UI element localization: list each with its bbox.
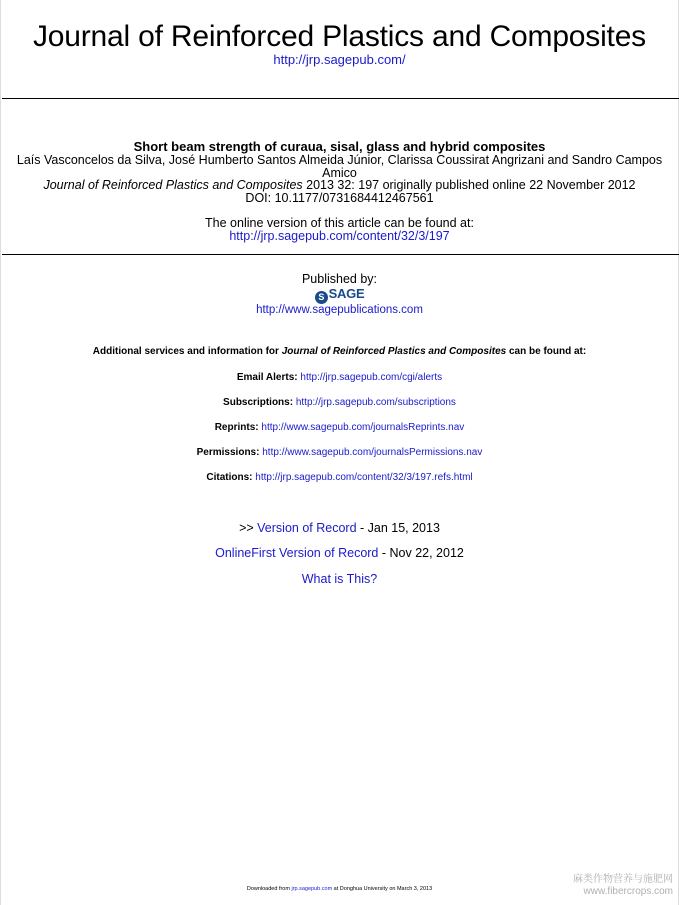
version-of-record-link[interactable]: Version of Record — [257, 521, 357, 535]
service-permissions — [0, 447, 679, 458]
online-first-row — [0, 546, 679, 560]
service-label: Citations: — [206, 472, 253, 483]
watermark-line2: www.fibercrops.com — [583, 886, 673, 897]
footer-prefix: Downloaded from — [246, 886, 292, 892]
services-intro-prefix: Additional services and information for — [92, 346, 282, 357]
citation-details: 2013 32: 197 originally published online 22 November 2012 — [302, 178, 636, 192]
article-citation — [0, 178, 679, 192]
article-doi: DOI: 10.1177/0731684412467561 — [245, 191, 434, 205]
service-citations — [0, 472, 679, 483]
site-watermark — [573, 874, 673, 898]
what-is-this-row — [0, 572, 679, 586]
online-first-link[interactable]: OnlineFirst Version of Record — [215, 546, 379, 560]
sage-logo-text: SAGE — [328, 286, 365, 301]
watermark-line1: 麻类作物营养与施肥网 — [573, 874, 673, 885]
footer-site-link[interactable]: jrp.sagepub.com — [291, 886, 333, 892]
services-intro — [0, 346, 679, 357]
service-link-subscriptions[interactable]: http://jrp.sagepub.com/subscriptions — [295, 397, 456, 408]
service-reprints — [0, 422, 679, 433]
service-link-reprints[interactable]: http://www.sagepub.com/journalsReprints.nav — [261, 422, 465, 433]
published-by-label: Published by: — [301, 272, 378, 286]
sage-logo[interactable] — [0, 286, 679, 304]
service-link-permissions[interactable]: http://www.sagepub.com/journalsPermissions.nav — [262, 447, 483, 458]
footer-suffix: at Donghua University on March 3, 2013 — [332, 886, 433, 892]
article-authors: Laís Vasconcelos da Silva, José Humberto Santos Almeida Júnior, Clarissa Coussirat Angrizani and Sandro Campos — [16, 153, 663, 167]
service-label: Subscriptions: — [223, 397, 294, 408]
service-subscriptions — [0, 397, 679, 408]
version-of-record-date: - Jan 15, 2013 — [356, 521, 440, 535]
version-of-record-row — [0, 521, 679, 535]
journal-url-row — [0, 52, 679, 67]
service-label: Reprints: — [214, 422, 259, 433]
journal-url-link[interactable]: http://jrp.sagepub.com/ — [273, 52, 406, 67]
service-label: Permissions: — [196, 447, 260, 458]
citation-journal: Journal of Reinforced Plastics and Composites — [43, 178, 303, 192]
article-authors-continued: Amico — [322, 166, 357, 180]
online-first-date: - Nov 22, 2012 — [378, 546, 464, 560]
header-divider — [2, 98, 679, 99]
services-intro-suffix: can be found at: — [506, 346, 587, 357]
online-version-link[interactable]: http://jrp.sagepub.com/content/32/3/197 — [229, 229, 450, 243]
what-is-this-link[interactable]: What is This? — [301, 572, 378, 586]
service-label: Email Alerts: — [236, 372, 298, 383]
journal-title: Journal of Reinforced Plastics and Composites — [33, 20, 646, 53]
online-version-row — [0, 229, 679, 243]
article-title: Short beam strength of curaua, sisal, glass and hybrid composites — [133, 139, 546, 154]
version-prefix: >> — [239, 521, 258, 535]
article-divider — [2, 254, 679, 255]
service-link-citations[interactable]: http://jrp.sagepub.com/content/32/3/197.refs.html — [255, 472, 473, 483]
service-email-alerts — [0, 372, 679, 383]
publisher-url-row — [0, 304, 679, 316]
publisher-url-link[interactable]: http://www.sagepublications.com — [256, 304, 423, 316]
sage-logo-icon: S — [315, 291, 328, 304]
services-intro-journal: Journal of Reinforced Plastics and Composites — [281, 346, 507, 357]
online-version-text: The online version of this article can be found at: — [205, 216, 474, 230]
service-link-email-alerts[interactable]: http://jrp.sagepub.com/cgi/alerts — [300, 372, 443, 383]
